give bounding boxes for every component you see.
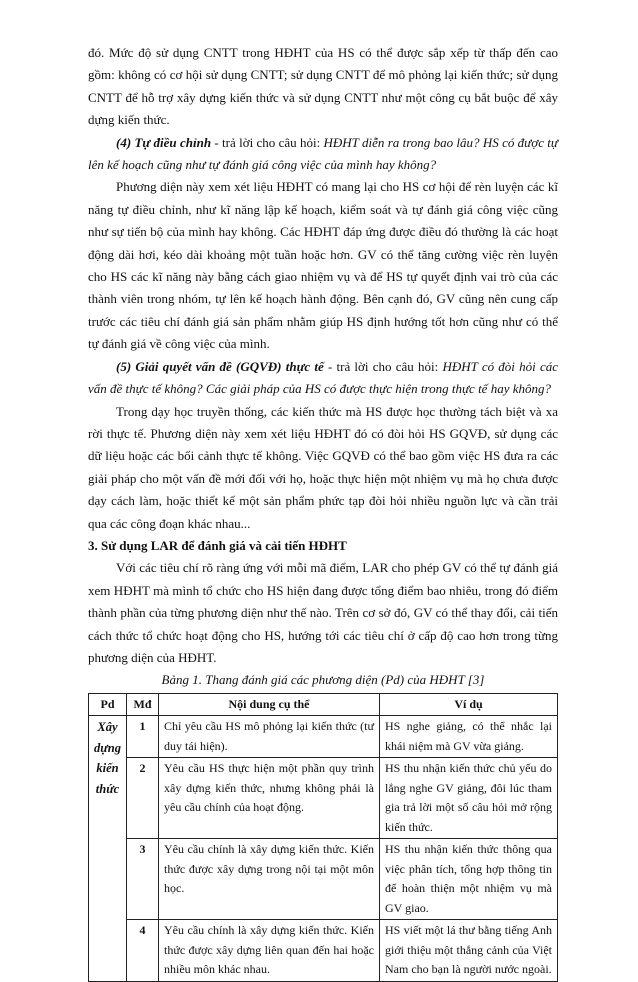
content-cell: Yêu cầu chính là xây dựng kiến thức. Kiến thức được xây dựng liên quan đến hai hoặc nhiều môn khác nhau.: [159, 920, 380, 982]
pd-line: Xây: [97, 720, 118, 735]
content-cell: Yêu cầu chính là xây dựng kiến thức. Kiến thức được xây dựng trong nội tại một môn học.: [159, 839, 380, 920]
rubric-table: [88, 693, 558, 982]
intro-line: thức.: [143, 112, 170, 128]
content-cell: Chỉ yêu cầu HS mô phỏng lại kiến thức (tư duy tái hiện).: [159, 716, 380, 758]
intro-line: hỗ trợ xây dựng kiến thức và sử dụng CNTT như một công cụ bắt buộc để xây dựng kiến: [88, 89, 558, 128]
example-cell: HS viết một lá thư bằng tiếng Anh giới thiệu một thắng cảnh của Việt Nam cho bạn là người nước ngoài.: [380, 920, 558, 982]
md-cell: 3: [127, 839, 159, 920]
pd-cell: [89, 716, 127, 982]
table-row: [89, 716, 558, 758]
item5-dash: - trả lời cho câu hỏi:: [323, 358, 443, 374]
section3-body: Với các tiêu chí rõ ràng ứng với mỗi mã điểm, LAR cho phép GV có thể tự đánh giá xem HĐHT mà mình tổ chức cho HS hiện đang được tổng điểm bao nhiêu, trong đó điểm thành phần của từng phương diện như thế nào. Trên cơ sở đó, GV có thể thay đổi, cải tiến cách thức tổ chức hoạt động cho HS, hướng tới các tiêu chí ở cấp độ cao hơn trong từng phương diện của HĐHT.: [88, 560, 558, 665]
intro-paragraph: [88, 42, 558, 132]
content-cell: Yêu cầu HS thực hiện một phần quy trình xây dựng kiến thức, nhưng không phải là yêu cầu chính của hoạt động.: [159, 758, 380, 839]
table-row: [89, 758, 558, 839]
example-cell: HS nghe giảng, có thể nhắc lại khái niệm mà GV vừa giảng.: [380, 716, 558, 758]
header-example: Ví dụ: [380, 693, 558, 716]
item4-body: Phương diện này xem xét liệu HĐHT có mang lại cho HS cơ hội để rèn luyện các kĩ năng tự điều chỉnh, như kĩ năng lập kế hoạch, kiểm soát và tự đánh giá công việc cũng như sự tiến bộ của mình hay không. Các HĐHT đáp ứng được điều đó thường là các hoạt động dài hơi, kéo dài khoảng một tuần hoặc hơn. GV có thể tăng cường việc rèn luyện cho HS các kĩ năng này bằng cách giao nhiệm vụ và để HS tự quyết định vai trò của các thành viên trong nhóm, tự lên kế hoạch hành động. Bên cạnh đó, GV cũng nên cung cấp trước các tiêu chí đánh giá sản phẩm nhằm giúp HS định hướng tốt hơn cũng như có thể tự đánh giá về công việc của mình.: [88, 179, 558, 352]
item5-heading: (5) Giải quyết vấn đề (GQVĐ) thực tế: [116, 358, 324, 374]
intro-line: không có cơ hội sử dụng CNTT; sử dụng CNTT để mô phỏng lại kiến thức; sử dụng CNTT để: [88, 67, 559, 105]
header-md: Mđ: [127, 693, 159, 716]
document-page: [88, 42, 558, 982]
md-cell: 4: [127, 920, 159, 982]
example-cell: HS thu nhận kiến thức thông qua việc phân tích, tổng hợp thông tin để hoàn thiện một nhiệm vụ mà GV giao.: [380, 839, 558, 920]
table-caption: Bảng 1. Thang đánh giá các phương diện (Pd) của HĐHT [3]: [161, 672, 485, 688]
table-row: [89, 839, 558, 920]
intro-line: đó. Mức độ sử dụng CNTT trong HĐHT của HS có thể được sắp xếp từ thấp đến cao gồm:: [88, 45, 558, 83]
item5-heading-paragraph: [88, 356, 558, 401]
item4-heading-paragraph: [88, 132, 558, 177]
section3-heading: 3. Sử dụng LAR để đánh giá và cải tiến HĐHT: [88, 537, 347, 553]
item4-question: HĐHT diễn ra trong bao lâu? HS có được tự lên kế hoạch cũng như tự đánh giá công việc của mình hay không?: [88, 134, 559, 173]
md-cell: 1: [127, 716, 159, 758]
table-row: [89, 920, 558, 982]
header-content: Nội dung cụ thể: [159, 693, 380, 716]
item4-dash: - trả lời cho câu hỏi:: [211, 134, 324, 150]
item5-body: Trong dạy học truyền thống, các kiến thức mà HS được học thường tách biệt và xa rời thực tế. Phương diện này xem xét liệu HĐHT đó có đòi hỏi HS GQVĐ, sử dụng các dữ liệu hoặc các bối cảnh thực tế không. Việc GQVĐ có thể bao gồm việc HS đưa ra các giải pháp cho một vấn đề mới đối với họ, hoặc thực hiện một nhiệm vụ mà họ chưa được dạy cách làm, hoặc thiết kế một sản phẩm phức tạp đòi hỏi nhiều nguồn lực và cần trải qua các công đoạn khác nhau...: [88, 403, 558, 531]
pd-line: thức: [95, 781, 120, 796]
item4-heading: (4) Tự điều chỉnh: [116, 134, 212, 150]
header-pd: Pd: [89, 693, 127, 716]
example-cell: HS thu nhận kiến thức chủ yếu do lắng nghe GV giảng, đôi lúc tham gia trả lời một số câu hỏi mở rộng kiến thức.: [380, 758, 558, 839]
pd-line: dựng: [94, 740, 121, 755]
item5-question: HĐHT có đòi hỏi các vấn đề thực tế không? Các giải pháp của HS có được thực hiện trong thực tế hay không?: [88, 358, 559, 397]
md-cell: 2: [127, 758, 159, 839]
table-header-row: [89, 693, 558, 716]
pd-line: kiến: [96, 761, 119, 776]
